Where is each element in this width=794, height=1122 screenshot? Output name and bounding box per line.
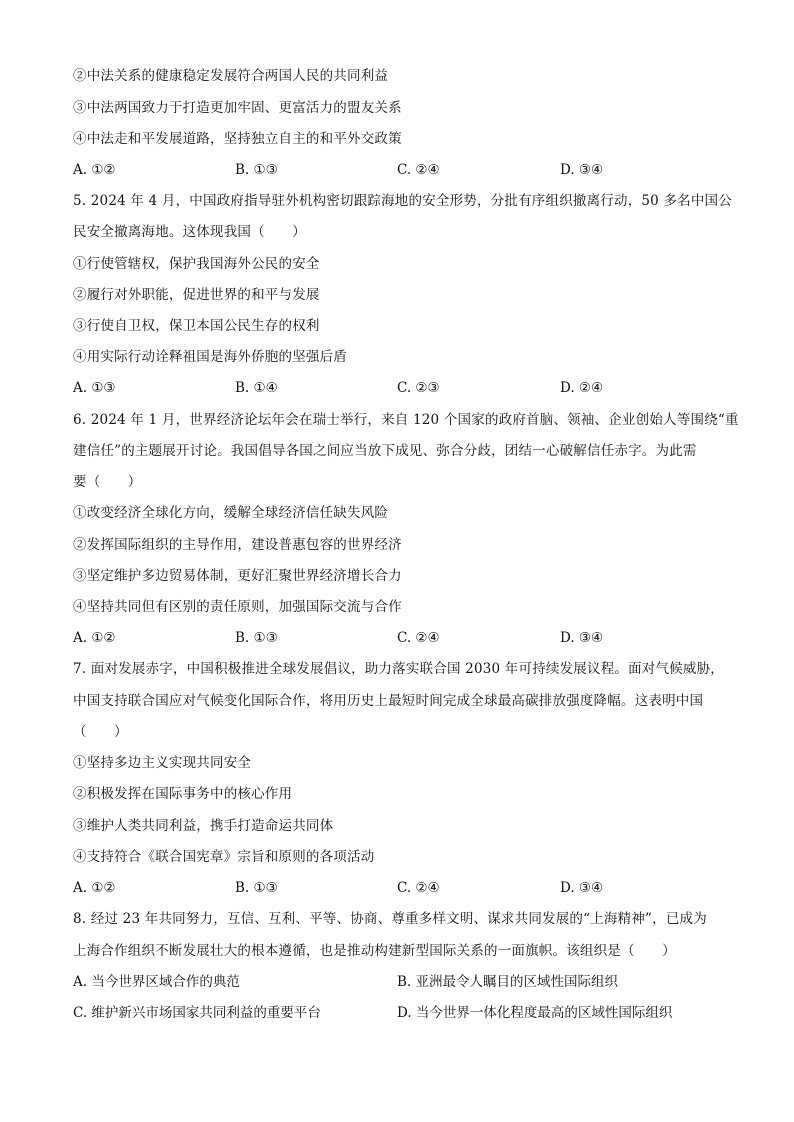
q6-statement-1: ①改变经济全球化方向，缓解全球经济信任缺失风险 bbox=[73, 505, 389, 521]
q8-choice-a[interactable]: A. 当今世界区域合作的典范 bbox=[73, 974, 240, 990]
q7-choice-d[interactable]: D. ③④ bbox=[560, 880, 604, 896]
q6-statement-4: ④坚持共同但有区别的责任原则，加强国际交流与合作 bbox=[73, 599, 402, 615]
q6-stem-line-2: 建信任”的主题展开讨论。我国倡导各国之间应当放下成见、弥合分歧，团结一心破解信任赤字。为此需 bbox=[73, 443, 697, 459]
q5-statement-3: ③行使自卫权，保卫本国公民生存的权利 bbox=[73, 318, 320, 334]
q7-statement-3: ③维护人类共同利益，携手打造命运共同体 bbox=[73, 818, 334, 834]
q4-choice-a[interactable]: A. ①② bbox=[73, 162, 116, 178]
q5-choice-d[interactable]: D. ②④ bbox=[560, 380, 604, 396]
q6-statement-2: ②发挥国际组织的主导作用，建设普惠包容的世界经济 bbox=[73, 537, 402, 553]
q7-choice-b[interactable]: B. ①③ bbox=[235, 880, 278, 896]
q8-choice-d[interactable]: D. 当今世界一体化程度最高的区域性国际组织 bbox=[397, 1005, 673, 1021]
q5-statement-2: ②履行对外职能，促进世界的和平与发展 bbox=[73, 287, 320, 303]
q8-stem-line-2: 上海合作组织不断发展壮大的根本遵循，也是推动构建新型国际关系的一面旗帜。该组织是（ ） bbox=[73, 943, 676, 959]
q7-statement-2: ②积极发挥在国际事务中的核心作用 bbox=[73, 786, 293, 802]
q7-stem-line-2: 中国支持联合国应对气候变化国际合作，将用历史上最短时间完成全球最高碳排放强度降幅。这表明中国 bbox=[73, 693, 704, 709]
q8-choice-c[interactable]: C. 维护新兴市场国家共同利益的重要平台 bbox=[73, 1005, 321, 1021]
q4-choice-d[interactable]: D. ③④ bbox=[560, 162, 604, 178]
q4-statement-2: ②中法关系的健康稳定发展符合两国人民的共同利益 bbox=[73, 68, 389, 84]
q8-stem-line-1: 8. 经过 23 年共同努力，互信、互利、平等、协商、尊重多样文明、谋求共同发展的“上海精神”，已成为 bbox=[73, 911, 707, 927]
q6-choice-d[interactable]: D. ③④ bbox=[560, 630, 604, 646]
q5-stem-line-2: 民安全撤离海地。这体现我国（ ） bbox=[73, 224, 306, 240]
q4-choice-c[interactable]: C. ②④ bbox=[397, 162, 440, 178]
q6-choices bbox=[73, 628, 733, 648]
q8-choices-row-2 bbox=[73, 1003, 733, 1023]
q5-statement-1: ①行使管辖权，保护我国海外公民的安全 bbox=[73, 256, 320, 272]
q8-choices-row-1 bbox=[73, 972, 733, 992]
q7-stem-line-1: 7. 面对发展赤字，中国积极推进全球发展倡议，助力落实联合国 2030 年可持续发展议程。面对气候威胁， bbox=[73, 661, 725, 677]
q4-choice-b[interactable]: B. ①③ bbox=[235, 162, 278, 178]
q5-choices bbox=[73, 378, 733, 398]
q8-choice-b[interactable]: B. 亚洲最令人瞩目的区域性国际组织 bbox=[397, 974, 619, 990]
q6-choice-c[interactable]: C. ②④ bbox=[397, 630, 440, 646]
q5-choice-c[interactable]: C. ②③ bbox=[397, 380, 440, 396]
q7-stem-line-3: （ ） bbox=[73, 724, 128, 740]
q6-statement-3: ③坚定维护多边贸易体制，更好汇聚世界经济增长合力 bbox=[73, 568, 402, 584]
q6-stem-line-1: 6. 2024 年 1 月，世界经济论坛年会在瑞士举行，来自 120 个国家的政府首脑、领袖、企业创始人等围绕“重 bbox=[73, 412, 739, 428]
q6-stem-line-3: 要（ ） bbox=[73, 474, 142, 490]
q5-choice-a[interactable]: A. ①③ bbox=[73, 380, 116, 396]
q7-statement-4: ④支持符合《联合国宪章》宗旨和原则的各项活动 bbox=[73, 849, 375, 865]
q7-choices bbox=[73, 878, 733, 898]
q4-choices bbox=[73, 160, 733, 180]
q7-statement-1: ①坚持多边主义实现共同安全 bbox=[73, 755, 252, 771]
q7-choice-c[interactable]: C. ②④ bbox=[397, 880, 440, 896]
q4-statement-4: ④中法走和平发展道路，坚持独立自主的和平外交政策 bbox=[73, 131, 402, 147]
q4-statement-3: ③中法两国致力于打造更加牢固、更富活力的盟友关系 bbox=[73, 100, 402, 116]
q5-choice-b[interactable]: B. ①④ bbox=[235, 380, 278, 396]
q5-statement-4: ④用实际行动诠释祖国是海外侨胞的坚强后盾 bbox=[73, 349, 347, 365]
q6-choice-a[interactable]: A. ①② bbox=[73, 630, 116, 646]
q5-stem-line-1: 5. 2024 年 4 月，中国政府指导驻外机构密切跟踪海地的安全形势，分批有序组织撤离行动，50 多名中国公 bbox=[73, 193, 732, 209]
q6-choice-b[interactable]: B. ①③ bbox=[235, 630, 278, 646]
q7-choice-a[interactable]: A. ①② bbox=[73, 880, 116, 896]
